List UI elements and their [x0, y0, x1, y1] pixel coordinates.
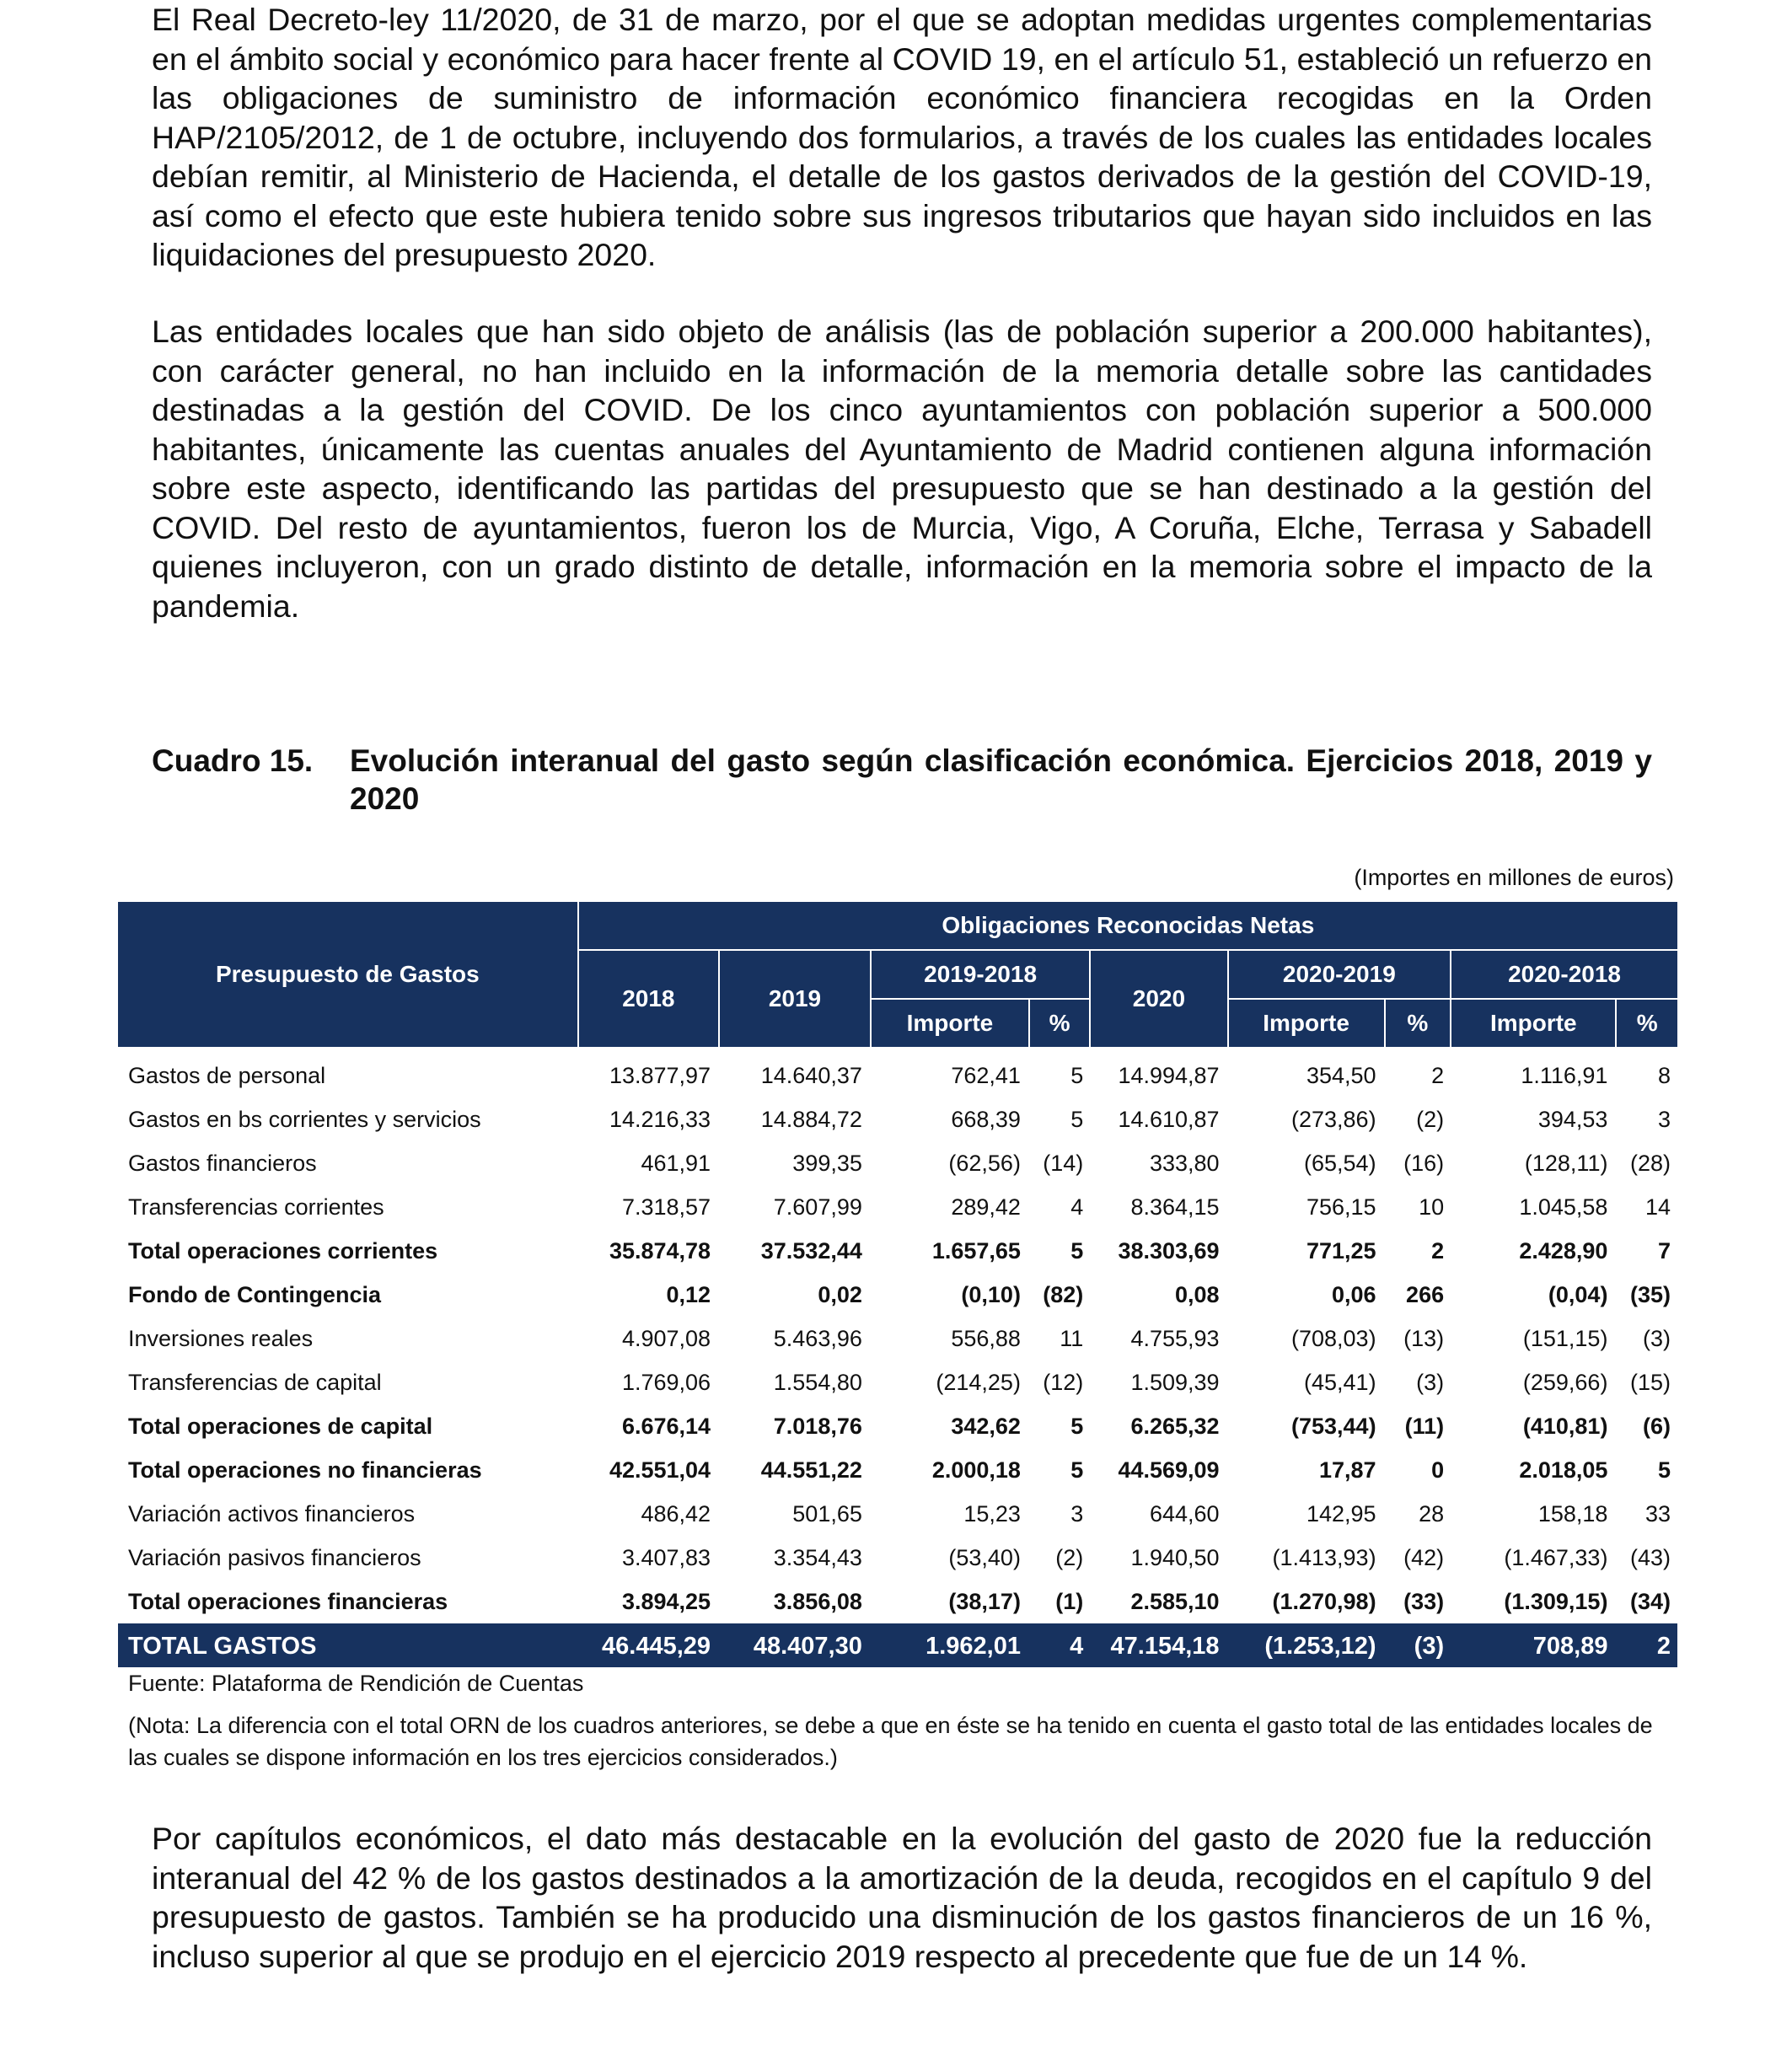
table-row [118, 1492, 1677, 1536]
table-cell: 5 [1070, 1062, 1084, 1088]
table-cell: 158,18 [1537, 1500, 1608, 1526]
table-cell: 2.428,90 [1519, 1237, 1608, 1264]
table-cell: 44.569,09 [1118, 1457, 1220, 1483]
table-cell: 10 [1419, 1194, 1445, 1220]
table-cell: 461,91 [641, 1150, 711, 1176]
table-row [118, 1185, 1677, 1229]
table-row [118, 1317, 1677, 1360]
table-cell: (6) [1643, 1413, 1671, 1439]
table-row [118, 1229, 1677, 1273]
table-cell: (13) [1403, 1325, 1445, 1351]
row-label: Variación pasivos financieros [128, 1544, 421, 1570]
table-cell: 38.303,69 [1118, 1237, 1220, 1264]
table-cell: 0,12 [666, 1281, 711, 1307]
row-label: Transferencias de capital [128, 1369, 382, 1395]
table-cell: (15) [1629, 1369, 1671, 1395]
table-cell: 4.907,08 [621, 1325, 711, 1351]
units-note: (Importes en millones de euros) [1354, 865, 1674, 890]
table-cell: 14.884,72 [760, 1106, 862, 1132]
table-row [118, 1404, 1677, 1448]
caption-number: Cuadro 15. [152, 743, 314, 778]
table-cell: 333,80 [1149, 1150, 1220, 1176]
table-cell: 0,06 [1332, 1281, 1376, 1307]
row-label: TOTAL GASTOS [118, 1624, 578, 1667]
table-row [118, 1273, 1677, 1317]
table-cell: 2.585,10 [1090, 1580, 1227, 1624]
row-label: Gastos de personal [128, 1062, 326, 1088]
header-2020-2018: 2020-2018 [1451, 950, 1677, 999]
table-cell: 5 [1070, 1457, 1084, 1483]
table-row [118, 1580, 1677, 1624]
table-cell: (1.270,98) [1228, 1580, 1385, 1624]
table-cell: (43) [1629, 1544, 1671, 1570]
table-cell: (34) [1616, 1580, 1677, 1624]
table-cell: 1.554,80 [773, 1369, 862, 1395]
table-cell: 3 [1070, 1500, 1084, 1526]
table-cell: 11 [1060, 1325, 1084, 1351]
table-cell: 556,88 [951, 1325, 1021, 1351]
row-label: Total operaciones no financieras [128, 1457, 482, 1483]
table-cell: 14.994,87 [1118, 1062, 1220, 1088]
table-cell: (3) [1385, 1624, 1451, 1667]
table-cell: 6.676,14 [621, 1413, 711, 1439]
header-2019: 2019 [719, 950, 871, 1047]
table-cell: 0 [1431, 1457, 1445, 1483]
table-cell: (33) [1385, 1580, 1451, 1624]
header-2019-2018: 2019-2018 [871, 950, 1090, 999]
paragraph-entities-analysis: Las entidades locales que han sido objeto de análisis (las de población superior a 200.000 habitantes), con carácter general, no han incluido en la información de la memoria detalle sobre las cantidades destinadas a la gestión del COVID. De los cinco ayuntamientos con población superior a 500.000 habitantes, únicamente las cuentas anuales del Ayuntamiento de Madrid contienen alguna información sobre este aspecto, identificando las partidas del presupuesto que se han destinado a la gestión del COVID. Del resto de ayuntamientos, fueron los de Murcia, Vigo, A Coruña, Elche, Terrasa y Sabadell quienes incluyeron, con un grado distinto de detalle, información en la memoria sobre el impacto de la pandemia. [152, 314, 1652, 624]
table-cell: 5 [1070, 1106, 1084, 1132]
table-row [118, 1536, 1677, 1580]
header-row-label: Presupuesto de Gastos [118, 902, 578, 1047]
table-cell: 1.940,50 [1130, 1544, 1220, 1570]
header-2020-2019: 2020-2019 [1228, 950, 1451, 999]
table-cell: 3.894,25 [578, 1580, 719, 1624]
table-row [118, 1141, 1677, 1185]
table-cell: (16) [1403, 1150, 1445, 1176]
table-cell: (2) [1055, 1544, 1084, 1570]
table-cell: 7.018,76 [773, 1413, 862, 1439]
table-cell: 7 [1657, 1237, 1671, 1264]
table-cell: (151,15) [1522, 1325, 1608, 1351]
header-pct: % [1385, 999, 1451, 1047]
table-cell: 3.407,83 [621, 1544, 711, 1570]
table-cell: 2.018,05 [1519, 1457, 1608, 1483]
table-cell: (708,03) [1291, 1325, 1376, 1351]
table-cell: (410,81) [1522, 1413, 1608, 1439]
row-label: Fondo de Contingencia [128, 1281, 381, 1307]
table-cell: 33 [1644, 1500, 1671, 1526]
row-label: Gastos en bs corrientes y servicios [128, 1106, 481, 1132]
table-row [118, 1097, 1677, 1141]
paragraph-chapters-analysis: Por capítulos económicos, el dato más destacable en la evolución del gasto de 2020 fue la reducción interanual del 42 % de los gastos destinados a la amortización de la deuda, recogidos en el capítulo 9 del presupuesto de gastos. También se ha producido una disminución de los gastos financieros de un 16 %, incluso superior al que se produjo en el ejercicio 2019 respecto al precedente que fue de un 14 %. [152, 1821, 1652, 1974]
header-importe: Importe [1451, 999, 1616, 1047]
table-cell: 289,42 [951, 1194, 1021, 1220]
table-cell: 394,53 [1537, 1106, 1608, 1132]
table-cell: 486,42 [641, 1500, 711, 1526]
header-group: Obligaciones Reconocidas Netas [578, 902, 1677, 950]
table-cell: (12) [1043, 1369, 1084, 1395]
table-cell: 342,62 [951, 1413, 1021, 1439]
table-cell: (35) [1629, 1281, 1671, 1307]
table-cell: (53,40) [948, 1544, 1021, 1570]
table-cell: 399,35 [792, 1150, 862, 1176]
table-cell: 5 [1070, 1413, 1084, 1439]
table-cell: 8.364,15 [1130, 1194, 1220, 1220]
row-label: Total operaciones financieras [118, 1580, 578, 1624]
table-cell: 15,23 [963, 1500, 1021, 1526]
table-cell: (753,44) [1291, 1413, 1376, 1439]
table-cell: 2 [1616, 1624, 1677, 1667]
table-cell: 708,89 [1451, 1624, 1616, 1667]
table-cell: (3) [1416, 1369, 1445, 1395]
table-cell: (1.253,12) [1228, 1624, 1385, 1667]
table-cell: (11) [1404, 1413, 1445, 1439]
table-cell: 5 [1657, 1457, 1671, 1483]
table-cell: 37.532,44 [760, 1237, 862, 1264]
table-cell: (1.309,15) [1451, 1580, 1616, 1624]
table-cell: (1.413,93) [1272, 1544, 1376, 1570]
source-note: Fuente: Plataforma de Rendición de Cuentas [128, 1671, 584, 1696]
table-cell: (14) [1043, 1150, 1084, 1176]
expense-evolution-table [118, 902, 1677, 1667]
table-cell: 1.045,58 [1519, 1194, 1608, 1220]
table-cell: 14 [1644, 1194, 1671, 1220]
table-cell: (42) [1403, 1544, 1445, 1570]
table-cell: 46.445,29 [578, 1624, 719, 1667]
table-cell: 1.509,39 [1130, 1369, 1220, 1395]
table-cell: 5.463,96 [773, 1325, 862, 1351]
table-cell: 266 [1406, 1281, 1445, 1307]
table-cell: 35.874,78 [609, 1237, 711, 1264]
table-cell: 644,60 [1149, 1500, 1220, 1526]
table-cell: 5 [1070, 1237, 1084, 1264]
table-cell: 17,87 [1319, 1457, 1376, 1483]
total-row [118, 1624, 1677, 1667]
row-label: Transferencias corrientes [128, 1194, 384, 1220]
table-cell: 42.551,04 [609, 1457, 711, 1483]
table-cell: (1) [1029, 1580, 1090, 1624]
header-pct: % [1029, 999, 1090, 1047]
table-cell: 1.962,01 [871, 1624, 1029, 1667]
table-cell: (62,56) [948, 1150, 1021, 1176]
table-cell: 1.769,06 [621, 1369, 711, 1395]
table-row [118, 1360, 1677, 1404]
table-cell: 6.265,32 [1130, 1413, 1220, 1439]
table-cell: (38,17) [871, 1580, 1029, 1624]
row-label: Variación activos financieros [128, 1500, 416, 1526]
table-cell: 48.407,30 [719, 1624, 871, 1667]
table-cell: 7.607,99 [773, 1194, 862, 1220]
table-cell: 28 [1419, 1500, 1445, 1526]
table-cell: 14.640,37 [760, 1062, 862, 1088]
header-2018: 2018 [578, 950, 719, 1047]
row-label: Total operaciones corrientes [128, 1237, 438, 1264]
paragraph-covid-reporting: El Real Decreto-ley 11/2020, de 31 de marzo, por el que se adoptan medidas urgentes complementarias en el ámbito social y económico para hacer frente al COVID 19, en el artículo 51, estableció un refuerzo en las obligaciones de suministro de información económico financiera recogidas en la Orden HAP/2105/2012, de 1 de octubre, incluyendo dos formularios, a través de los cuales las entidades locales debían remitir, al Ministerio de Hacienda, el detalle de los gastos derivados de la gestión del COVID-19, así como el efecto que este hubiera tenido sobre sus ingresos tributarios que hayan sido incluidos en las liquidaciones del presupuesto 2020. [152, 2, 1652, 272]
header-pct: % [1616, 999, 1677, 1047]
table-cell: 142,95 [1306, 1500, 1376, 1526]
table-cell: 1.657,65 [931, 1237, 1021, 1264]
table-cell: 47.154,18 [1090, 1624, 1227, 1667]
header-2020: 2020 [1090, 950, 1227, 1047]
table-cell: (3) [1643, 1325, 1671, 1351]
row-label: Inversiones reales [128, 1325, 314, 1351]
table-cell: (45,41) [1304, 1369, 1376, 1395]
table-cell: 354,50 [1306, 1062, 1376, 1088]
table-cell: 501,65 [792, 1500, 862, 1526]
table-cell: 668,39 [951, 1106, 1021, 1132]
table-cell: (273,86) [1291, 1106, 1376, 1132]
table-cell: (259,66) [1522, 1369, 1608, 1395]
table-cell: (0,04) [1548, 1281, 1608, 1307]
header-importe: Importe [1228, 999, 1385, 1047]
table-cell: 4 [1029, 1624, 1090, 1667]
table-row [118, 1047, 1677, 1097]
table-cell: 771,25 [1306, 1237, 1376, 1264]
table-cell: 4.755,93 [1130, 1325, 1220, 1351]
table-cell: 762,41 [951, 1062, 1021, 1088]
table-cell: 4 [1070, 1194, 1084, 1220]
table-cell: 44.551,22 [760, 1457, 862, 1483]
caption-text: Evolución interanual del gasto según clasificación económica. Ejercicios 2018, 2019 y 2020 [350, 743, 1652, 816]
table-cell: (65,54) [1304, 1150, 1376, 1176]
table-cell: 3.856,08 [719, 1580, 871, 1624]
header-importe: Importe [871, 999, 1029, 1047]
table-cell: 3.354,43 [773, 1544, 862, 1570]
table-cell: 13.877,97 [609, 1062, 711, 1088]
table-cell: 2 [1431, 1237, 1445, 1264]
table-cell: (214,25) [936, 1369, 1021, 1395]
table-body [118, 1047, 1677, 1667]
table-row [118, 1448, 1677, 1492]
table-cell: 8 [1657, 1062, 1671, 1088]
table-cell: 14.610,87 [1118, 1106, 1220, 1132]
table-cell: 3 [1657, 1106, 1671, 1132]
row-label: Gastos financieros [128, 1150, 317, 1176]
footnote: (Nota: La diferencia con el total ORN de los cuadros anteriores, se debe a que en éste se ha tenido en cuenta el gasto total de las entidades locales de las cuales se dispone información en los tres ejercicios considerados.) [128, 1713, 1653, 1770]
table-cell: 1.116,91 [1521, 1062, 1608, 1088]
table-cell: (28) [1629, 1150, 1671, 1176]
table-cell: 2 [1431, 1062, 1445, 1088]
table-cell: 0,02 [818, 1281, 862, 1307]
table-cell: (128,11) [1524, 1150, 1608, 1176]
table-cell: (82) [1043, 1281, 1084, 1307]
table-cell: (1.467,33) [1504, 1544, 1608, 1570]
table-cell: (2) [1416, 1106, 1445, 1132]
table-cell: 14.216,33 [609, 1106, 711, 1132]
table-cell: 0,08 [1175, 1281, 1220, 1307]
table-caption [152, 742, 1652, 818]
table-cell: 756,15 [1306, 1194, 1376, 1220]
table-cell: 2.000,18 [931, 1457, 1021, 1483]
table-cell: (0,10) [961, 1281, 1021, 1307]
table-cell: 7.318,57 [621, 1194, 711, 1220]
row-label: Total operaciones de capital [128, 1413, 433, 1439]
